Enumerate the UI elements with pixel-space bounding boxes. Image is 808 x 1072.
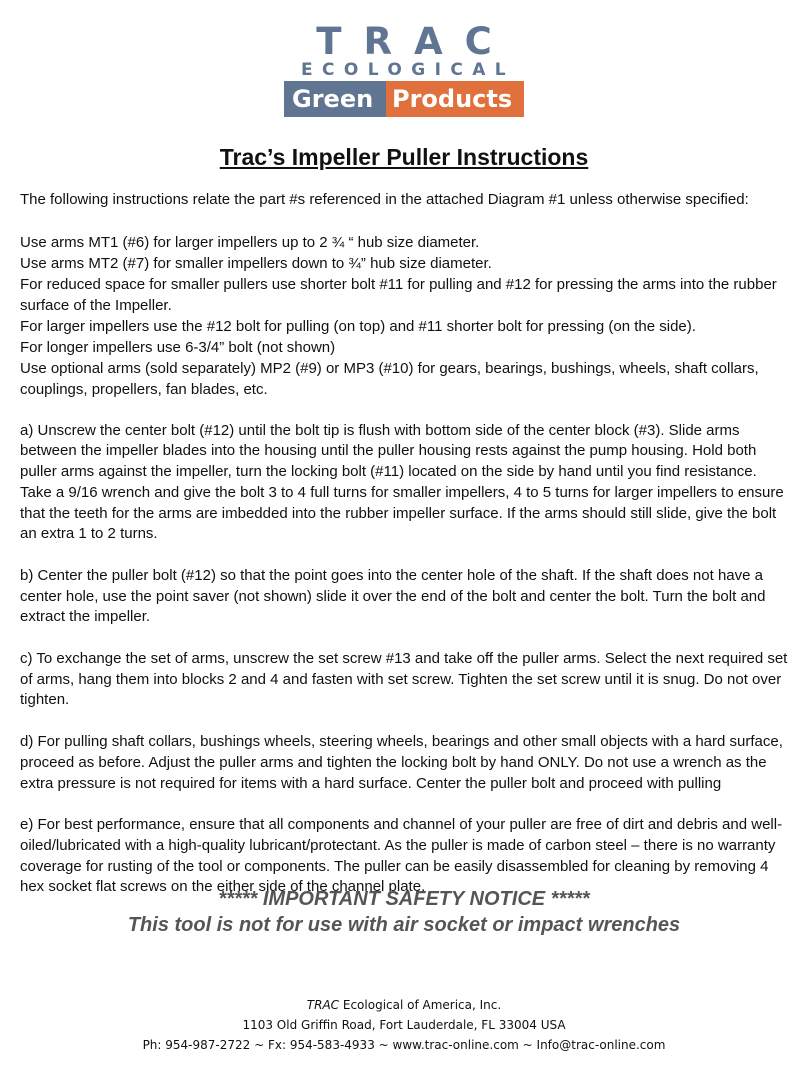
arms-list [20, 232, 792, 400]
safety-notice-heading: ***** IMPORTANT SAFETY NOTICE ***** [218, 888, 590, 910]
logo-green-text: Green [284, 81, 386, 117]
step-a-paragraph: a) Unscrew the center bolt (#12) until the bolt tip is flush with bottom side of the center block (#3). Slide arms between the impeller blades into the housing until the puller housing rests against the pump housing. Hold both puller arms against the impeller, turn the locking bolt (#11) located on the side by hand until you find resistance. Take a 9/16 wrench and give the bolt 3 to 4 full turns for smaller impellers, 4 to 5 turns for larger impellers to ensure that the teeth for the arms are imbedded into the rubber impeller surface. If the arms should still slide, give the bolt an extra 1 to 2 turns. [20, 421, 784, 543]
footer-address: 1103 Old Griffin Road, Fort Lauderdale, FL 33004 USA [242, 1018, 566, 1032]
page-footer [0, 995, 808, 1055]
arms-line: For larger impellers use the #12 bolt for pulling (on top) and #11 shorter bolt for pressing (on the side). [20, 317, 696, 335]
logo-trac-text: TRAC [316, 20, 514, 63]
arms-line: Use optional arms (sold separately) MP2 (#9) or MP3 (#10) for gears, bearings, bushings, wheels, shaft collars, couplings, propellers, fan blades, etc. [20, 359, 759, 398]
step-b-paragraph: b) Center the puller bolt (#12) so that the point goes into the center hole of the shaft. If the shaft does not have a center hole, use the point saver (not shown) slide it over the end of the bolt and center the bolt. Turn the bolt and extract the impeller. [20, 566, 766, 626]
arms-line: Use arms MT2 (#7) for smaller impellers down to ¾” hub size diameter. [20, 254, 492, 272]
safety-notice [0, 886, 808, 938]
arms-line: Use arms MT1 (#6) for larger impellers up to 2 ¾ “ hub size diameter. [20, 233, 480, 251]
instructions-body [20, 190, 792, 898]
step-e-paragraph: e) For best performance, ensure that all components and channel of your puller are free of dirt and debris and well-oiled/lubricated with a high-quality lubricant/protectant. As the puller is made of carbon steel – there is no warranty coverage for rusting of the tool or components. The puller can be easily disassembled for cleaning by removing 4 hex socket flat screws on the either side of the channel plate. [20, 816, 783, 896]
footer-company-brand: TRAC [306, 998, 340, 1012]
page-title: Trac’s Impeller Puller Instructions [219, 144, 589, 170]
step-d-paragraph: d) For pulling shaft collars, bushings wheels, steering wheels, bearings and other small objects with a hard surface, proceed as before. Adjust the puller arms and tighten the locking bolt by hand ONLY. Do not use a wrench as the extra pressure is not required for items with a hard surface. Center the puller bolt and proceed with pulling [20, 733, 783, 792]
footer-company [0, 995, 808, 1015]
arms-line: For longer impellers use 6-3/4” bolt (not shown) [20, 338, 336, 356]
arms-line: For reduced space for smaller pullers use shorter bolt #11 for pulling and #12 for pressing the arms into the rubber surface of the Impeller. [20, 275, 777, 314]
company-logo [284, 22, 524, 117]
logo-bar [284, 81, 524, 117]
logo-products-text: Products [386, 81, 524, 117]
footer-contact: Ph: 954-987-2722 ~ Fx: 954-583-4933 ~ www.trac-online.com ~ Info@trac-online.com [142, 1038, 666, 1052]
logo-ecological-text: ECOLOGICAL [301, 60, 515, 80]
step-c-paragraph: c) To exchange the set of arms, unscrew the set screw #13 and take off the puller arms. Select the next required set of arms, hang them into blocks 2 and 4 and fasten with set screw. Tighten the set screw until it is snug. Do not over tighten. [20, 650, 788, 709]
safety-notice-text: This tool is not for use with air socket or impact wrenches [127, 914, 681, 936]
intro-paragraph: The following instructions relate the part #s referenced in the attached Diagram #1 unless otherwise specified: [20, 191, 749, 208]
footer-company-name: Ecological of America, Inc. [339, 998, 502, 1012]
